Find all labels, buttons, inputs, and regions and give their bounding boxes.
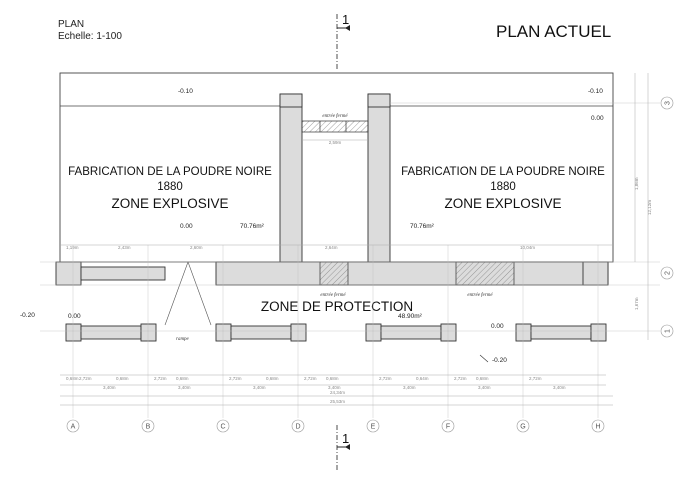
closed-entrance-mid (320, 262, 348, 285)
wall-a-b-row1 (81, 326, 141, 339)
pillar-h1 (591, 324, 606, 341)
dimension-row-segments (66, 376, 542, 381)
ramp (165, 262, 211, 342)
level-left-outside: -0.20 (20, 312, 35, 319)
dimension-segment-label: 0,68m (476, 376, 489, 381)
zone-left-line1: FABRICATION DE LA POUDRE NOIRE (68, 166, 272, 178)
dimension-span-label: 3,40m (328, 385, 341, 390)
dimension-span-label: 3,40m (478, 385, 491, 390)
entree-mid-label: entrée fermé (320, 293, 346, 298)
level-top-left: -0.10 (178, 88, 193, 95)
pillar-b1 (141, 324, 156, 341)
dimension-span-label: 3,40m (553, 385, 566, 390)
column-axis-label: H (595, 423, 601, 431)
level-row1-right: 0.00 (491, 323, 504, 330)
column-axis-label: E (370, 423, 376, 431)
column-axis-label: G (520, 423, 526, 431)
dim-total2: 25,53m (330, 399, 346, 404)
level-bottom-right: -0.20 (492, 357, 507, 364)
entree-right-label: entrée fermé (467, 293, 493, 298)
dimension-segment-label: 2,72m (529, 376, 542, 381)
row-axis-label: 3 (664, 101, 672, 105)
dimension-segment-label: 0,64m (416, 376, 429, 381)
dimension-segment-label: 2,72m (79, 376, 92, 381)
section-label-bottom: 1 (342, 431, 350, 446)
plan-label: PLAN (58, 19, 85, 30)
pillar-f1 (441, 324, 456, 341)
dimension-segment-label: 2,72m (304, 376, 317, 381)
pillar-g1 (516, 324, 531, 341)
dim-left-c: 2,60m (190, 245, 203, 250)
dimension-segment-label: 2,72m (154, 376, 167, 381)
dimension-segment-label: 0,68m (176, 376, 189, 381)
level-row1-left: 0.00 (68, 313, 81, 320)
zone-right-line3: ZONE EXPLOSIVE (444, 196, 562, 211)
dimension-span-label: 3,40m (403, 385, 416, 390)
wall-c-h-row2 (216, 262, 608, 285)
dim-right-span: 10,04m (520, 245, 536, 250)
row-axes (661, 97, 673, 337)
area-right-room: 70.76m² (410, 223, 434, 230)
rampe-label: rampe (176, 337, 189, 342)
section-marker-top (337, 12, 350, 70)
column-axis-label: C (220, 423, 226, 431)
dimension-row-spans (103, 385, 566, 390)
wall-e-f-row1 (381, 326, 441, 339)
dim-total1: 24,34m (330, 390, 346, 395)
row-axis-label: 1 (664, 329, 672, 333)
level-mid-left: 0.00 (180, 223, 193, 230)
wall-a-b-row2 (81, 267, 165, 280)
column-axis-label: A (70, 423, 76, 431)
zone-right-line2: 1880 (490, 181, 516, 193)
wall-c-d-row1 (231, 326, 291, 339)
section-marker-bottom (337, 425, 350, 470)
dim-left-b: 2,43m (118, 245, 131, 250)
zone-left-line3: ZONE EXPLOSIVE (111, 196, 229, 211)
row-axis-label: 2 (664, 271, 672, 275)
dim-wall-gap: 2,64m (325, 245, 338, 250)
dimension-segment-label: 2,72m (454, 376, 467, 381)
pillar-top-right (368, 94, 390, 107)
pillar-d1 (291, 324, 306, 341)
zone-right-line1: FABRICATION DE LA POUDRE NOIRE (401, 166, 605, 178)
dim-inner-corridor: 2,59m (328, 140, 342, 145)
column-axis-label: D (295, 423, 301, 431)
dimension-segment-label: 0,68m (66, 376, 79, 381)
closed-entrance-right (456, 262, 514, 285)
dimension-span-label: 3,40m (253, 385, 266, 390)
corridor-wall-right (368, 94, 390, 262)
pillar-a1 (66, 324, 81, 341)
dimension-segment-label: 0,68m (326, 376, 339, 381)
level-top-right: -0.10 (588, 88, 603, 95)
dimension-span-label: 3,40m (178, 385, 191, 390)
dimension-segment-label: 0,68m (116, 376, 129, 381)
section-label-top: 1 (342, 12, 350, 27)
level-right-upper: 0.00 (591, 115, 604, 122)
pillar-h2 (583, 262, 608, 285)
plan-title: PLAN ACTUEL (496, 22, 612, 41)
pillar-e1 (366, 324, 381, 341)
dimension-segment-label: 0,68m (266, 376, 279, 381)
column-axis-label: B (145, 423, 151, 431)
dimension-segment-label: 2,72m (379, 376, 392, 381)
dim-vert-b: 1,67m (634, 297, 639, 310)
dimension-span-label: 3,40m (103, 385, 116, 390)
dim-vert-a: 1,86m (634, 177, 639, 190)
scale-label: Echelle: 1-100 (58, 31, 122, 42)
wall-g-h-row1 (531, 326, 591, 339)
pillar-c1 (216, 324, 231, 341)
entree-top-label: entrée fermé (322, 114, 348, 119)
pillar-a2 (56, 262, 81, 285)
column-axis-label: F (445, 423, 451, 431)
zone-left-line2: 1880 (157, 181, 183, 193)
closed-entrance-top (302, 121, 368, 132)
area-protection: 48.90m² (398, 313, 422, 320)
pillar-top-left (280, 94, 302, 107)
dimension-segment-label: 2,72m (229, 376, 242, 381)
corridor-wall-left (280, 94, 302, 262)
zone-protection: ZONE DE PROTECTION (260, 299, 414, 314)
area-left-room: 70.76m² (240, 223, 264, 230)
dim-left-a: 1,19m (66, 245, 79, 250)
dim-vert-total: 12,12m (647, 199, 652, 215)
